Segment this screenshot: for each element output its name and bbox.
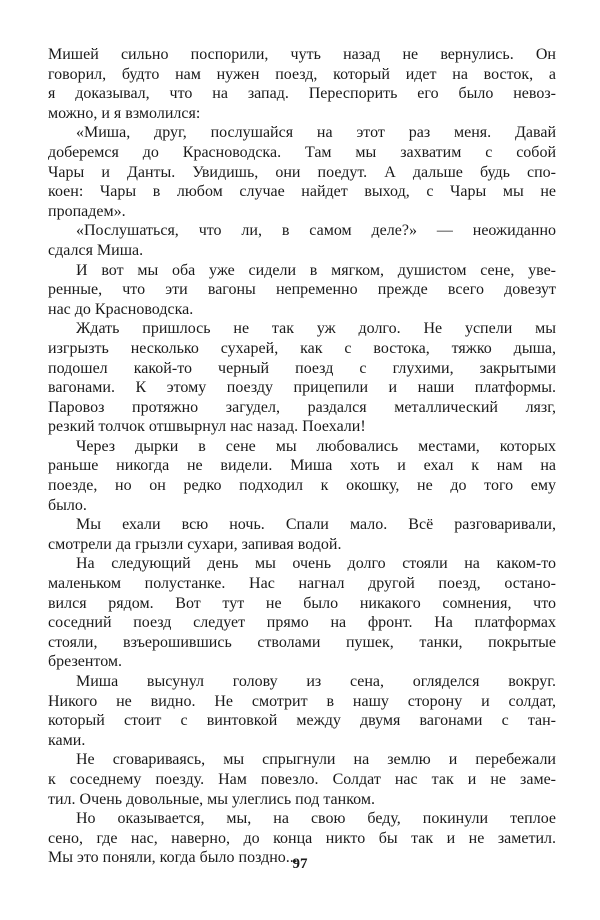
text-line: пропадем». xyxy=(48,202,126,220)
text-line: Миша высунул голову из сена, огляделся вокруг. xyxy=(76,673,556,690)
page-body xyxy=(48,45,556,868)
text-line: нас до Красноводска. xyxy=(48,300,194,318)
paragraph xyxy=(48,319,556,437)
text-line: который стоит с винтовкой между двумя вагонами с тан- xyxy=(48,712,556,730)
text-line: сдался Миша. xyxy=(48,241,144,259)
text-line: раньше никогда не видели. Миша хоть и ехал к нам на xyxy=(48,457,556,475)
text-line: поезде, но он редко подходил к окошку, не до того ему xyxy=(48,477,556,495)
text-line: Чары и Данты. Увидишь, они поедут. А дальше будь спо- xyxy=(48,163,556,181)
text-line: Никого не видно. Не смотрит в нашу сторону и солдат, xyxy=(48,692,556,710)
text-line: Мишей сильно поспорили, чуть назад не вернулись. Он xyxy=(48,46,556,63)
text-line: Мы ехали всю ночь. Спали мало. Всё разговаривали, xyxy=(76,516,556,534)
text-line: стояли, взъерошившись стволами пушек, танки, покрытые xyxy=(48,633,556,651)
text-line: можно, и я взмолился: xyxy=(48,104,201,122)
text-line: сено, где нас, наверно, до конца никто бы так и не заметил. xyxy=(48,829,556,847)
paragraph xyxy=(48,672,556,750)
text-line: И вот мы оба уже сидели в мягком, душистом сене, уве- xyxy=(76,261,556,279)
text-line: изгрызть несколько сухарей, как с востока, тяжко дыша, xyxy=(48,339,556,357)
paragraph xyxy=(48,750,556,809)
text-line: соседний поезд следует прямо на фронт. На платформах xyxy=(48,614,556,632)
text-line: Мы это поняли, когда было поздно... xyxy=(48,849,298,867)
text-line: доберемся до Красноводска. Там мы захватим с собой xyxy=(48,143,556,161)
text-line: я доказывал, что на запад. Переспорить его было невоз- xyxy=(48,85,556,103)
text-line: «Послушаться, что ли, в самом деле?» — неожиданно xyxy=(76,222,556,240)
text-line: вагонами. К этому поезду прицепили и наши платформы. xyxy=(48,379,556,397)
text-line: На следующий день мы очень долго стояли на каком-то xyxy=(76,555,556,573)
text-line: «Миша, друг, послушайся на этот раз меня. Давай xyxy=(76,124,556,142)
paragraph xyxy=(48,554,556,672)
page-number: 97 xyxy=(292,856,308,872)
text-line: резкий толчок отшвырнул нас назад. Поехали! xyxy=(48,418,366,436)
text-line: вился рядом. Вот тут не было никакого сомнения, что xyxy=(48,594,556,612)
paragraph xyxy=(48,437,556,515)
text-line: Паровоз протяжно загудел, раздался металлический лязг, xyxy=(48,398,556,416)
text-line: смотрели да грызли сухари, запивая водой. xyxy=(48,535,342,553)
text-line: Но оказывается, мы, на свою беду, покинули теплое xyxy=(76,810,556,828)
text-line: тил. Очень довольные, мы улеглись под танком. xyxy=(48,790,375,808)
text-line: подошел какой-то черный поезд с глухими, закрытыми xyxy=(48,359,556,377)
text-line: коен: Чары в любом случае найдет выход, с Чары мы не xyxy=(48,183,556,201)
paragraph xyxy=(48,221,556,260)
paragraph xyxy=(48,515,556,554)
paragraph xyxy=(48,45,556,123)
text-line: маленьком полустанке. Нас нагнал другой поезд, остано- xyxy=(48,575,556,593)
paragraph xyxy=(48,261,556,320)
text-line: Ждать пришлось не так уж долго. Не успели мы xyxy=(76,320,556,338)
text-line: было. xyxy=(48,496,87,514)
text-line: к соседнему поезду. Нам повезло. Солдат нас так и не заме- xyxy=(48,770,556,788)
text-line: Не сговариваясь, мы спрыгнули на землю и перебежали xyxy=(76,751,556,769)
paragraph xyxy=(48,123,556,221)
text-line: Через дырки в сене мы любовались местами, которых xyxy=(76,437,556,455)
text-line: ками. xyxy=(48,731,86,749)
text-line: говорил, будто нам нужен поезд, который идет на восток, а xyxy=(48,65,556,83)
text-line: брезентом. xyxy=(48,653,123,671)
text-line: ренные, что эти вагоны непременно прежде всего довезут xyxy=(48,281,556,299)
